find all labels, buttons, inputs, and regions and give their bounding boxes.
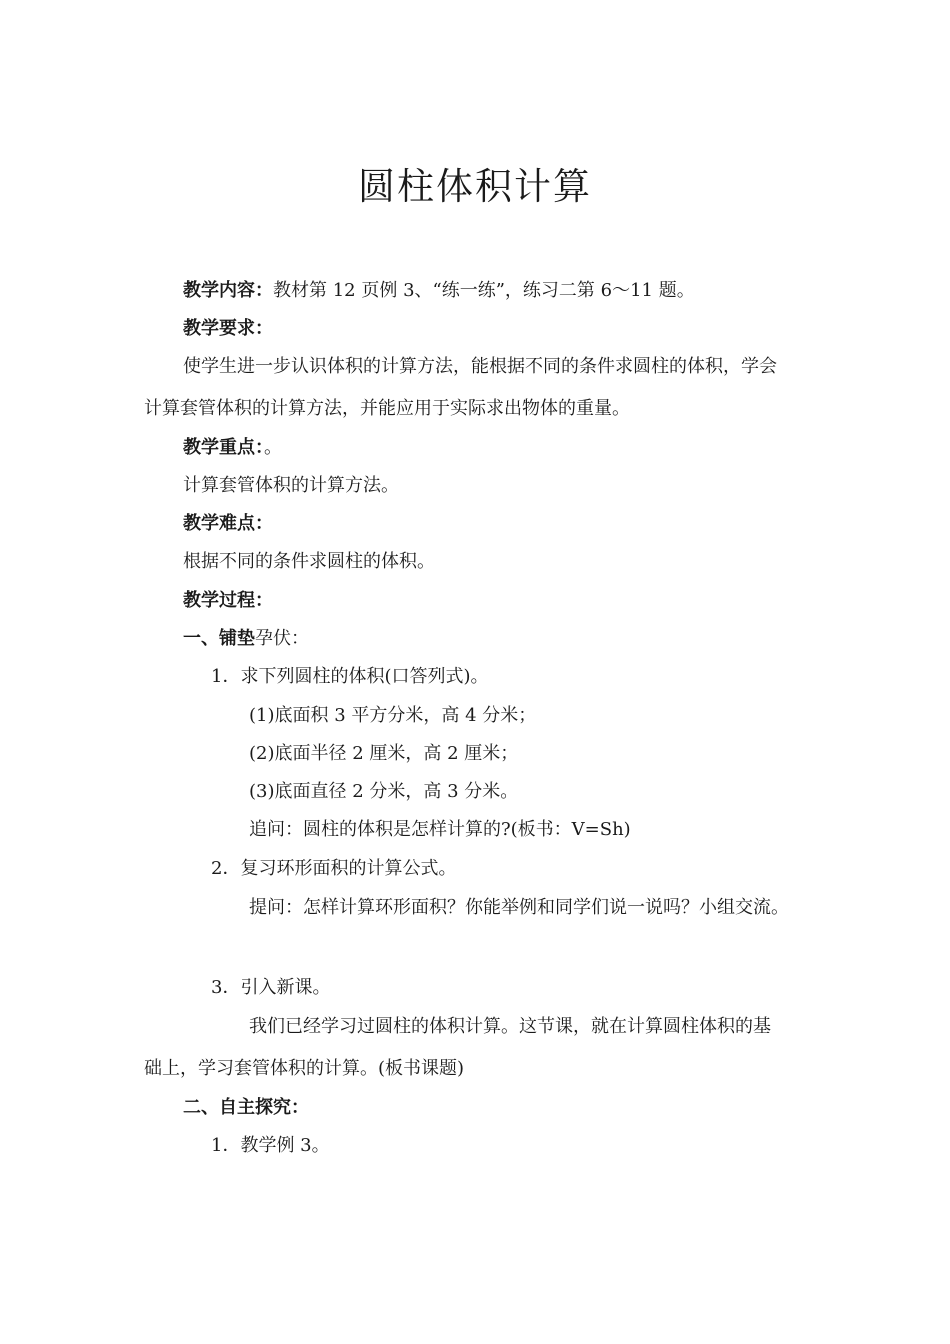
section-1-heading-rest: 孕伏：	[255, 628, 309, 649]
key-point-label: 教学重点：	[183, 437, 264, 458]
key-point-heading	[183, 436, 282, 460]
section-1-item-3: 3．引入新课。	[211, 977, 331, 998]
process-label: 教学过程：	[183, 590, 273, 611]
requirements-line-2: 计算套管体积的计算方法，并能应用于实际求出物体的重量。	[144, 398, 630, 419]
section-1-sub-2: (2)底面半径 2 厘米，高 2 厘米；	[249, 743, 519, 764]
teaching-content-line	[183, 279, 695, 303]
section-1-followup: 追问：圆柱的体积是怎样计算的?(板书：V=Sh)	[249, 819, 631, 840]
teaching-content-text: 教材第 12 页例 3、“练一练”，练习二第 6～11 题。	[273, 280, 695, 301]
teaching-requirements-label: 教学要求：	[183, 318, 273, 339]
intro-line-1: 我们已经学习过圆柱的体积计算。这节课，就在计算圆柱体积的基	[249, 1016, 771, 1037]
requirements-line-1: 使学生进一步认识体积的计算方法，能根据不同的条件求圆柱的体积，学会	[183, 356, 777, 377]
difficulty-label: 教学难点：	[183, 513, 273, 534]
section-1-sub-3: (3)底面直径 2 分米，高 3 分米。	[249, 781, 519, 802]
page-title: 圆柱体积计算	[358, 165, 592, 208]
section-1-heading-bold: 一、铺垫	[183, 628, 255, 649]
section-1-item-2: 2．复习环形面积的计算公式。	[211, 858, 457, 879]
intro-line-2: 础上，学习套管体积的计算。(板书课题)	[144, 1058, 465, 1079]
section-1-heading	[183, 627, 309, 651]
section-2-item-1: 1．教学例 3。	[211, 1135, 330, 1156]
key-point-text: 计算套管体积的计算方法。	[183, 475, 399, 496]
section-1-item-1: 1．求下列圆柱的体积(口答列式)。	[211, 666, 489, 687]
section-2-heading: 二、自主探究：	[183, 1097, 309, 1118]
difficulty-text: 根据不同的条件求圆柱的体积。	[183, 551, 435, 572]
section-1-prompt: 提问：怎样计算环形面积？你能举例和同学们说一说吗？小组交流。	[249, 897, 789, 918]
teaching-content-label: 教学内容：	[183, 280, 273, 301]
key-point-suffix: 。	[264, 437, 282, 458]
section-1-sub-1: (1)底面积 3 平方分米，高 4 分米；	[249, 705, 537, 726]
